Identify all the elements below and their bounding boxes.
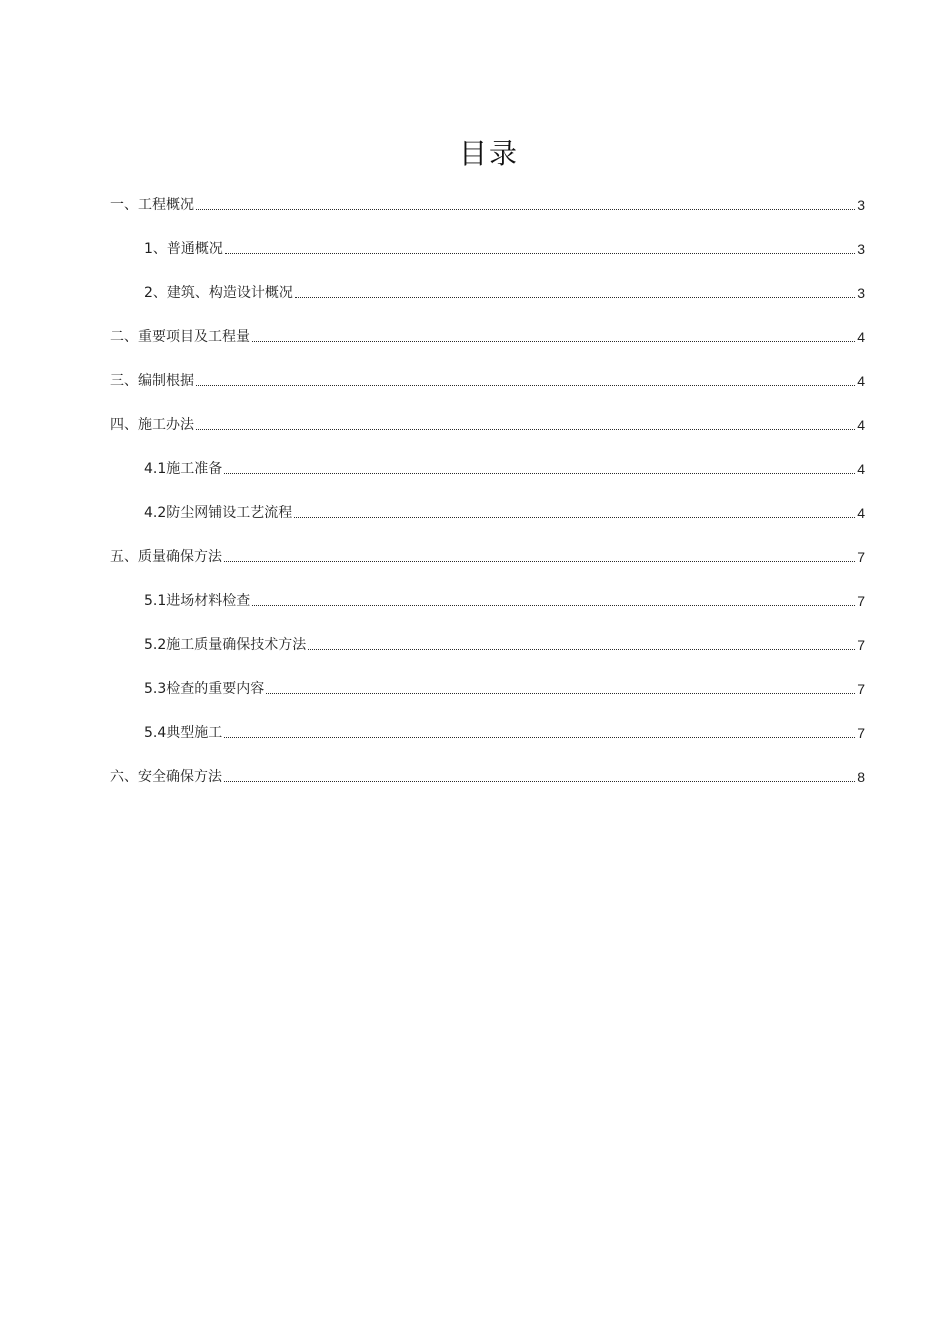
- toc-page-number: 4: [857, 505, 865, 521]
- toc-page-number: 4: [857, 329, 865, 345]
- toc-page-number: 3: [857, 285, 865, 301]
- toc-entry-label: 5.3检查的重要内容: [144, 681, 265, 697]
- toc-dot-leader: [294, 516, 855, 518]
- toc-dot-leader: [224, 736, 855, 738]
- toc-entry-label: 5.2施工质量确保技术方法: [144, 637, 307, 653]
- toc-dot-leader: [224, 780, 855, 782]
- toc-entry[interactable]: [110, 658, 865, 702]
- toc-entry-label: 1、普通概况: [144, 241, 223, 257]
- toc-page-number: 3: [857, 241, 865, 257]
- toc-dot-leader: [252, 604, 855, 606]
- toc-dot-leader: [252, 340, 855, 342]
- toc-entry-label: 4.2防尘网铺设工艺流程: [144, 505, 293, 521]
- toc-page-number: 8: [857, 769, 865, 785]
- toc-dot-leader: [196, 208, 855, 210]
- toc-page-number: 4: [857, 417, 865, 433]
- toc-dot-leader: [196, 428, 855, 430]
- toc-entry[interactable]: [110, 306, 865, 350]
- toc-entry-label: 二、重要项目及工程量: [110, 329, 250, 345]
- toc-dot-leader: [225, 252, 855, 254]
- toc-entry-label: 三、编制根据: [110, 373, 194, 389]
- toc-entry[interactable]: [110, 218, 865, 262]
- toc-dot-leader: [266, 692, 855, 694]
- toc-page-number: 7: [857, 637, 865, 653]
- toc-entry-label: 2、建筑、构造设计概况: [144, 285, 293, 301]
- toc-entry[interactable]: [110, 614, 865, 658]
- toc-page-number: 4: [857, 373, 865, 389]
- toc-entry-label: 五、质量确保方法: [110, 549, 222, 565]
- toc-dot-leader: [308, 648, 855, 650]
- toc-entry-label: 六、安全确保方法: [110, 769, 222, 785]
- toc-dot-leader: [196, 384, 855, 386]
- toc-title: 目录: [458, 137, 519, 170]
- toc-entry-label: 5.1进场材料检查: [144, 593, 251, 609]
- toc-page-number: 7: [857, 549, 865, 565]
- toc-entry[interactable]: [110, 350, 865, 394]
- toc-entry[interactable]: [110, 262, 865, 306]
- toc-page-number: 7: [857, 725, 865, 741]
- toc-entry-label: 4.1施工准备: [144, 461, 223, 477]
- toc-list: [110, 174, 865, 790]
- toc-entry[interactable]: [110, 702, 865, 746]
- toc-entry[interactable]: [110, 174, 865, 218]
- toc-page-number: 7: [857, 681, 865, 697]
- toc-entry[interactable]: [110, 746, 865, 790]
- toc-dot-leader: [224, 472, 855, 474]
- toc-entry-label: 一、工程概况: [110, 197, 194, 213]
- toc-entry[interactable]: [110, 482, 865, 526]
- toc-page-number: 3: [857, 197, 865, 213]
- toc-entry-label: 四、施工办法: [110, 417, 194, 433]
- toc-entry[interactable]: [110, 570, 865, 614]
- toc-entry[interactable]: [110, 394, 865, 438]
- toc-page-number: 4: [857, 461, 865, 477]
- toc-dot-leader: [295, 296, 855, 298]
- toc-dot-leader: [224, 560, 855, 562]
- toc-entry[interactable]: [110, 526, 865, 570]
- toc-entry[interactable]: [110, 438, 865, 482]
- toc-page-number: 7: [857, 593, 865, 609]
- toc-entry-label: 5.4典型施工: [144, 725, 223, 741]
